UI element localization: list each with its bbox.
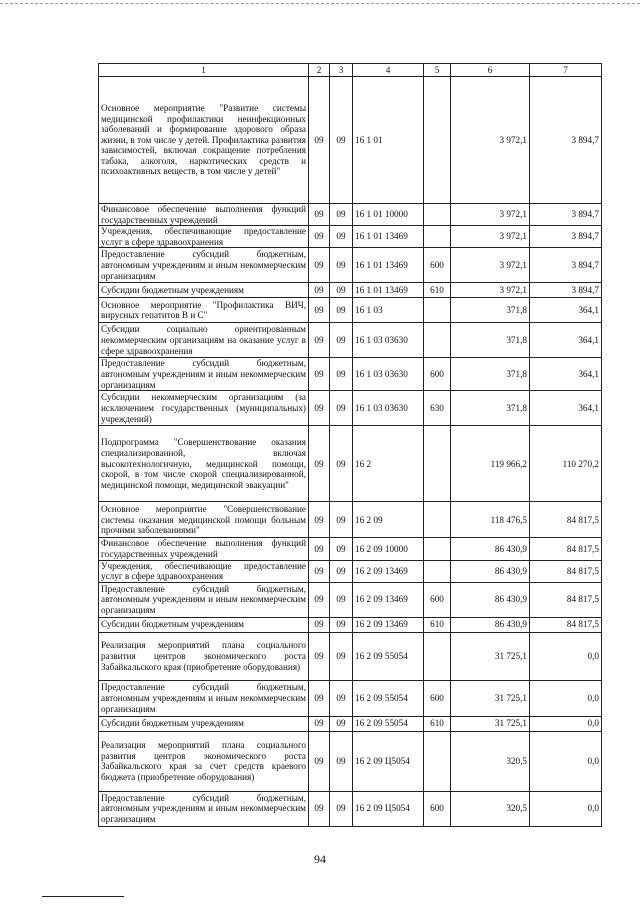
row-sum-2: 84 817,5 [530, 617, 602, 632]
row-vr [424, 426, 451, 502]
table-row [99, 716, 602, 731]
header-cell: 7 [530, 64, 602, 77]
header-cell: 3 [330, 64, 353, 77]
row-sum-2: 364,1 [530, 323, 602, 358]
row-sum-1: 371,8 [451, 391, 530, 426]
row-sum-1: 371,8 [451, 298, 530, 323]
row-vr: 600 [424, 248, 451, 283]
row-sum-2: 0,0 [530, 731, 602, 791]
row-name: Субсидии бюджетным учреждениям [99, 283, 309, 298]
row-sum-1: 3 972,1 [451, 248, 530, 283]
table-row [99, 248, 602, 283]
row-pr: 09 [330, 582, 353, 617]
row-rz: 09 [309, 582, 330, 617]
row-rz: 09 [309, 391, 330, 426]
row-pr: 09 [330, 391, 353, 426]
row-sum-1: 119 966,2 [451, 426, 530, 502]
row-sum-1: 86 430,9 [451, 560, 530, 582]
row-sum-1: 371,8 [451, 358, 530, 391]
table-row [99, 77, 602, 204]
row-csr: 16 2 09 55054 [353, 680, 424, 716]
row-name: Реализация мероприятий плана социального развития центров экономического роста Забайкальского края за счет средств краевого бюджета (приобретение оборудования) [99, 731, 309, 791]
row-csr: 16 2 09 13469 [353, 617, 424, 632]
row-pr: 09 [330, 226, 353, 248]
row-name: Предоставление субсидий бюджетным, автономным учреждениям и иным некоммерческим организациям [99, 791, 309, 826]
row-vr [424, 560, 451, 582]
row-sum-2: 0,0 [530, 632, 602, 680]
row-pr: 09 [330, 680, 353, 716]
row-name: Реализация мероприятий плана социального развития центров экономического роста Забайкальского края (приобретение оборудования) [99, 632, 309, 680]
row-sum-1: 3 972,1 [451, 204, 530, 226]
row-csr: 16 1 01 13469 [353, 283, 424, 298]
row-vr [424, 77, 451, 204]
row-rz: 09 [309, 560, 330, 582]
table-row [99, 323, 602, 358]
row-name: Предоставление субсидий бюджетным, автономным учреждениям и иным некоммерческим организациям [99, 582, 309, 617]
row-pr: 09 [330, 560, 353, 582]
row-csr: 16 1 03 [353, 298, 424, 323]
row-csr: 16 1 01 [353, 77, 424, 204]
row-sum-2: 84 817,5 [530, 560, 602, 582]
row-vr [424, 632, 451, 680]
row-sum-1: 86 430,9 [451, 538, 530, 560]
table-row [99, 426, 602, 502]
table-row [99, 731, 602, 791]
table-row [99, 358, 602, 391]
row-pr: 09 [330, 204, 353, 226]
header-cell: 6 [451, 64, 530, 77]
row-rz: 09 [309, 358, 330, 391]
row-csr: 16 1 03 03630 [353, 358, 424, 391]
row-pr: 09 [330, 323, 353, 358]
row-rz: 09 [309, 283, 330, 298]
row-pr: 09 [330, 283, 353, 298]
row-sum-2: 3 894,7 [530, 226, 602, 248]
row-vr [424, 731, 451, 791]
row-vr: 600 [424, 582, 451, 617]
row-name: Субсидии некоммерческим организациям (за исключением государственных (муниципальных) учреждений) [99, 391, 309, 426]
header-cell: 5 [424, 64, 451, 77]
row-pr: 09 [330, 248, 353, 283]
table-row [99, 226, 602, 248]
row-sum-2: 84 817,5 [530, 582, 602, 617]
row-sum-2: 3 894,7 [530, 248, 602, 283]
row-rz: 09 [309, 298, 330, 323]
row-vr [424, 226, 451, 248]
row-name: Подпрограмма "Совершенствование оказания специализированной, включая высокотехнологичную, медицинской помощи, скорой, в том числе скорой специализированной, медицинской помощи, медицинской эвакуации" [99, 426, 309, 502]
table-row [99, 617, 602, 632]
row-vr: 610 [424, 716, 451, 731]
row-name: Финансовое обеспечение выполнения функций государственных учреждений [99, 538, 309, 560]
row-vr [424, 502, 451, 538]
row-name: Учреждения, обеспечивающие предоставление услуг в сфере здравоохранения [99, 560, 309, 582]
row-sum-2: 3 894,7 [530, 283, 602, 298]
row-rz: 09 [309, 77, 330, 204]
table-row [99, 680, 602, 716]
row-name: Финансовое обеспечение выполнения функций государственных учреждений [99, 204, 309, 226]
row-sum-1: 320,5 [451, 791, 530, 826]
row-vr [424, 323, 451, 358]
row-sum-1: 320,5 [451, 731, 530, 791]
row-name: Предоставление субсидий бюджетным, автономным учреждениям и иным некоммерческим организациям [99, 680, 309, 716]
row-name: Предоставление субсидий бюджетным, автономным учреждениям и иным некоммерческим организациям [99, 248, 309, 283]
header-row [99, 64, 602, 77]
row-sum-2: 0,0 [530, 680, 602, 716]
row-sum-2: 364,1 [530, 391, 602, 426]
row-rz: 09 [309, 791, 330, 826]
row-pr: 09 [330, 716, 353, 731]
table-row [99, 538, 602, 560]
row-sum-2: 110 270,2 [530, 426, 602, 502]
row-rz: 09 [309, 502, 330, 538]
row-vr: 610 [424, 283, 451, 298]
row-vr: 630 [424, 391, 451, 426]
row-name: Основное мероприятие "Развитие системы медицинской профилактики неинфекционных заболеваний и формирование здорового образа жизни, в том числе у детей. Профилактика развития зависимостей, включая сокращение потребления табака, алкоголя, наркотических средств и психоактивных веществ, в том числе у детей" [99, 77, 309, 204]
row-csr: 16 2 09 55054 [353, 716, 424, 731]
row-vr [424, 538, 451, 560]
row-rz: 09 [309, 731, 330, 791]
row-vr: 600 [424, 791, 451, 826]
row-vr: 600 [424, 358, 451, 391]
row-sum-1: 31 725,1 [451, 680, 530, 716]
table-row [99, 632, 602, 680]
row-name: Субсидии социально ориентированным некоммерческим организациям на оказание услуг в сфере здравоохранения [99, 323, 309, 358]
row-pr: 09 [330, 632, 353, 680]
row-sum-2: 0,0 [530, 716, 602, 731]
row-rz: 09 [309, 617, 330, 632]
row-sum-2: 84 817,5 [530, 538, 602, 560]
row-name: Учреждения, обеспечивающие предоставление услуг в сфере здравоохранения [99, 226, 309, 248]
row-vr [424, 298, 451, 323]
table-row [99, 283, 602, 298]
row-csr: 16 2 09 13469 [353, 560, 424, 582]
row-vr: 610 [424, 617, 451, 632]
row-name: Предоставление субсидий бюджетным, автономным учреждениям и иным некоммерческим организациям [99, 358, 309, 391]
row-rz: 09 [309, 226, 330, 248]
row-pr: 09 [330, 358, 353, 391]
row-sum-1: 86 430,9 [451, 582, 530, 617]
row-pr: 09 [330, 731, 353, 791]
row-sum-2: 3 894,7 [530, 204, 602, 226]
row-csr: 16 2 09 [353, 502, 424, 538]
row-csr: 16 2 09 13469 [353, 582, 424, 617]
budget-table [98, 63, 602, 827]
row-pr: 09 [330, 791, 353, 826]
row-csr: 16 1 01 13469 [353, 226, 424, 248]
row-csr: 16 1 03 03630 [353, 323, 424, 358]
row-pr: 09 [330, 617, 353, 632]
table-row [99, 582, 602, 617]
header-cell: 1 [99, 64, 309, 77]
row-sum-1: 118 476,5 [451, 502, 530, 538]
row-csr: 16 1 03 03630 [353, 391, 424, 426]
row-sum-1: 3 972,1 [451, 77, 530, 204]
row-rz: 09 [309, 538, 330, 560]
scan-top-line [0, 3, 640, 4]
row-name: Основное мероприятие "Профилактика ВИЧ, вирусных гепатитов В и С" [99, 298, 309, 323]
row-sum-1: 3 972,1 [451, 226, 530, 248]
row-name: Субсидии бюджетным учреждениям [99, 716, 309, 731]
row-pr: 09 [330, 502, 353, 538]
row-name: Основное мероприятие "Совершенствование системы оказания медицинской помощи больным прочими заболеваниями" [99, 502, 309, 538]
header-cell: 4 [353, 64, 424, 77]
row-rz: 09 [309, 204, 330, 226]
row-csr: 16 2 09 Ц5054 [353, 791, 424, 826]
table-row [99, 502, 602, 538]
row-sum-2: 3 894,7 [530, 77, 602, 204]
row-sum-1: 3 972,1 [451, 283, 530, 298]
table-row [99, 298, 602, 323]
row-sum-2: 364,1 [530, 358, 602, 391]
row-sum-1: 86 430,9 [451, 617, 530, 632]
row-sum-1: 371,8 [451, 323, 530, 358]
row-pr: 09 [330, 77, 353, 204]
row-rz: 09 [309, 426, 330, 502]
row-csr: 16 1 01 13469 [353, 248, 424, 283]
row-sum-1: 31 725,1 [451, 632, 530, 680]
row-csr: 16 2 09 10000 [353, 538, 424, 560]
page-number: 94 [314, 852, 326, 866]
row-sum-2: 364,1 [530, 298, 602, 323]
row-rz: 09 [309, 680, 330, 716]
row-csr: 16 2 09 55054 [353, 632, 424, 680]
footnote-line [42, 896, 124, 897]
row-rz: 09 [309, 632, 330, 680]
row-csr: 16 1 01 10000 [353, 204, 424, 226]
table-row [99, 391, 602, 426]
row-name: Субсидии бюджетным учреждениям [99, 617, 309, 632]
table-row [99, 560, 602, 582]
header-cell: 2 [309, 64, 330, 77]
row-pr: 09 [330, 538, 353, 560]
row-rz: 09 [309, 323, 330, 358]
row-pr: 09 [330, 298, 353, 323]
row-pr: 09 [330, 426, 353, 502]
table-row [99, 791, 602, 826]
row-csr: 16 2 09 Ц5054 [353, 731, 424, 791]
row-sum-2: 84 817,5 [530, 502, 602, 538]
row-vr: 600 [424, 680, 451, 716]
row-sum-1: 31 725,1 [451, 716, 530, 731]
table-row [99, 204, 602, 226]
row-vr [424, 204, 451, 226]
row-rz: 09 [309, 248, 330, 283]
row-rz: 09 [309, 716, 330, 731]
row-sum-2: 0,0 [530, 791, 602, 826]
row-csr: 16 2 [353, 426, 424, 502]
